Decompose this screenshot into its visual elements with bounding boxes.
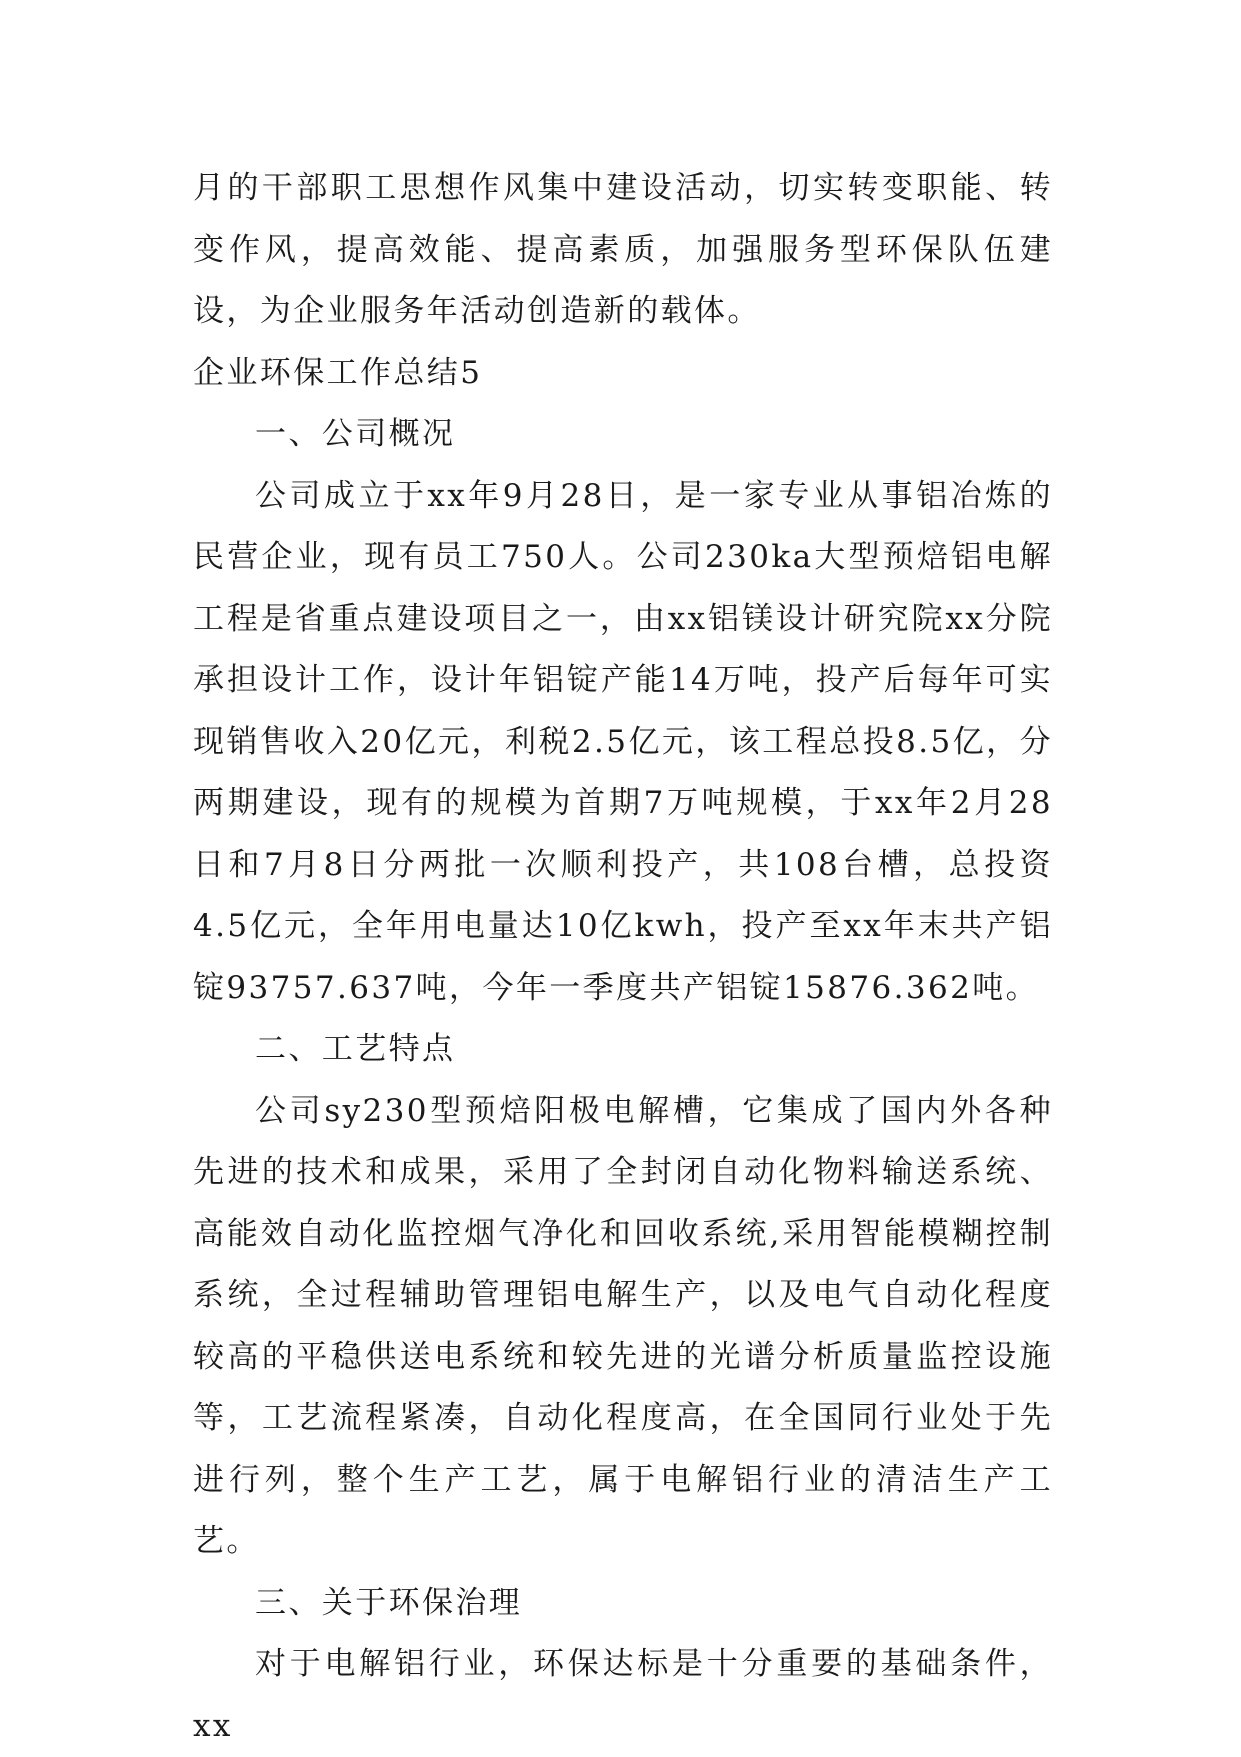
- paragraph-process-features: 公司sy230型预焙阳极电解槽，它集成了国内外各种先进的技术和成果，采用了全封闭自动化物料输送系统、高能效自动化监控烟气净化和回收系统,采用智能模糊控制系统，全过程辅助管理铝电解生产，以及电气自动化程度较高的平稳供送电系统和较先进的光谱分析质量监控设施等，工艺流程紧凑，自动化程度高，在全国同行业处于先进行列，整个生产工艺，属于电解铝行业的清洁生产工艺。: [193, 1092, 1053, 1559]
- heading-company-overview: 一、公司概况: [255, 416, 456, 452]
- heading-process-features: 二、工艺特点: [255, 1031, 456, 1067]
- heading-environmental-governance: 三、关于环保治理: [255, 1584, 523, 1621]
- paragraph-company-overview: 公司成立于xx年9月28日，是一家专业从事铝冶炼的民营企业，现有员工750人。公司230ka大型预焙铝电解工程是省重点建设项目之一，由xx铝镁设计研究院xx分院承担设计工作，设计年铝锭产能14万吨，投产后每年可实现销售收入20亿元，利税2.5亿元，该工程总投8.5亿，分两期建设，现有的规模为首期7万吨规模，于xx年2月28日和7月8日分两批一次顺利投产，共108台槽，总投资4.5亿元，全年用电量达10亿kwh，投产至xx年末共产铝锭93757.637吨，今年一季度共产铝锭15876.362吨。: [193, 477, 1053, 1006]
- paragraph-continuation: 月的干部职工思想作风集中建设活动，切实转变职能、转变作风，提高效能、提高素质，加强服务型环保队伍建设，为企业服务年活动创造新的载体。: [193, 170, 1053, 329]
- section-title: 企业环保工作总结5: [193, 354, 483, 391]
- paragraph-environmental-governance: 对于电解铝行业，环保达标是十分重要的基础条件，xx: [193, 1646, 1053, 1744]
- document-body: [193, 158, 1053, 1757]
